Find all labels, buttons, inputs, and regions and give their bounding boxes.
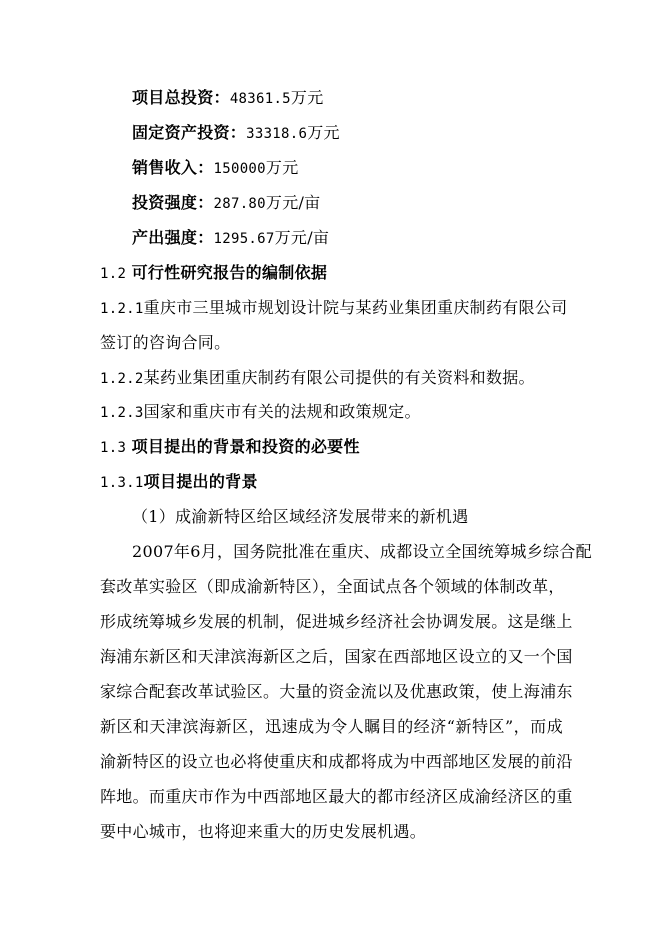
paragraph-line: 渝新特区的设立也必将使重庆和成都将成为中西部地区发展的前沿 <box>100 752 573 771</box>
stat-value: 1295.67 <box>213 231 275 247</box>
stat-value: 150000 <box>213 161 266 177</box>
section-heading-1-3-1 <box>100 472 258 493</box>
paragraph-line: 阵地。而重庆市作为中西部地区最大的都市经济区成渝经济区的重 <box>100 787 573 806</box>
subheading: （1）成渝新特区给区域经济发展带来的新机遇 <box>132 507 469 526</box>
stat-unit: 万元/亩 <box>265 193 321 212</box>
section-heading-1-2 <box>100 263 327 284</box>
stat-label: 销售收入： <box>132 158 214 177</box>
stat-label: 固定资产投资： <box>132 123 247 142</box>
item-number: 1.2.1 <box>100 301 144 317</box>
section-number: 1.2 <box>100 266 127 282</box>
item-text: 某药业集团重庆制药有限公司提供的有关资料和数据。 <box>143 368 535 387</box>
paragraph-line: 要中心城市，也将迎来重大的历史发展机遇。 <box>100 822 427 841</box>
section-number: 1.3.1 <box>100 475 144 491</box>
paragraph-line: 套改革实验区（即成渝新特区），全面试点各个领域的体制改革， <box>100 577 565 596</box>
item-text: 国家和重庆市有关的法规和政策规定。 <box>143 402 421 421</box>
stat-label: 产出强度： <box>132 228 214 247</box>
stat-label: 投资强度： <box>132 193 214 212</box>
section-heading-1-3 <box>100 437 360 458</box>
stat-unit: 万元 <box>265 158 299 177</box>
item-text: 重庆市三里城市规划设计院与某药业集团重庆制药有限公司 <box>143 298 568 317</box>
section-title: 项目提出的背景和投资的必要性 <box>131 437 360 456</box>
stat-total-investment <box>132 88 324 109</box>
stat-fixed-asset-investment <box>132 123 340 144</box>
stat-value: 33318.6 <box>246 126 308 142</box>
item-1-2-2 <box>100 368 535 389</box>
paragraph-line: 家综合配套改革试验区。大量的资金流以及优惠政策，使上海浦东 <box>100 682 573 701</box>
stat-sales-revenue <box>132 158 299 179</box>
paragraph-line: 2007年6月，国务院批准在重庆、成都设立全国统筹城乡综合配 <box>132 542 592 561</box>
section-number: 1.3 <box>100 440 127 456</box>
stat-investment-intensity <box>132 193 320 214</box>
item-1-2-3 <box>100 402 421 423</box>
paragraph-line: 新区和天津滨海新区，迅速成为令人瞩目的经济“新特区”，而成 <box>100 717 563 736</box>
item-1-2-1 <box>100 298 567 319</box>
stat-unit: 万元 <box>307 123 340 142</box>
item-number: 1.2.2 <box>100 371 144 387</box>
stat-output-intensity <box>132 228 329 249</box>
stat-label: 项目总投资： <box>132 88 230 107</box>
item-number: 1.2.3 <box>100 405 144 421</box>
item-1-2-1-continued <box>100 333 230 353</box>
section-title: 项目提出的背景 <box>143 472 258 491</box>
stat-value: 287.80 <box>213 196 266 212</box>
paragraph-line: 形成统筹城乡发展的机制，促进城乡经济社会协调发展。这是继上 <box>100 612 573 631</box>
item-text: 签订的咨询合同。 <box>100 333 231 352</box>
stat-unit: 万元 <box>290 88 324 107</box>
section-title: 可行性研究报告的编制依据 <box>131 263 328 282</box>
paragraph-line: 海浦东新区和天津滨海新区之后，国家在西部地区设立的又一个国 <box>100 647 573 666</box>
stat-unit: 万元/亩 <box>274 228 330 247</box>
stat-value: 48361.5 <box>229 91 291 107</box>
